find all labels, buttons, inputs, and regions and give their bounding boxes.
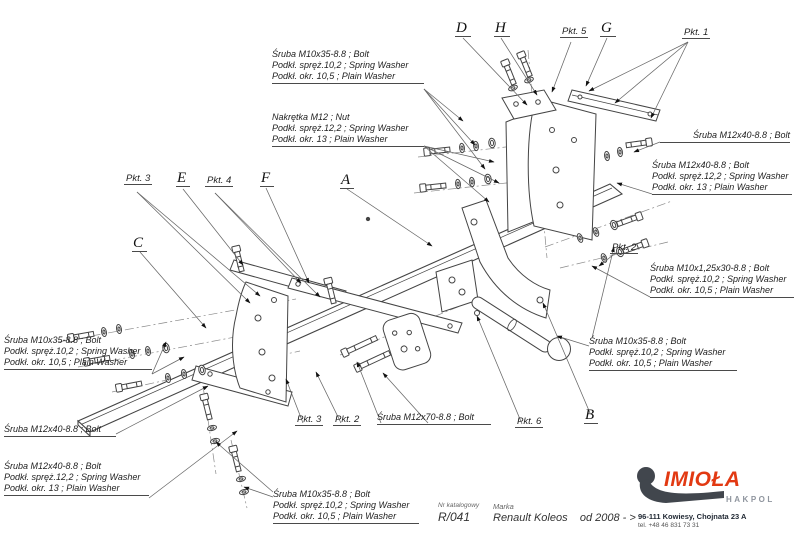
brand-label: Marka	[493, 502, 514, 511]
callout-line: Nakrętka M12 ; Nut	[272, 112, 350, 122]
callout-bolt-m10x35-topleft	[272, 49, 424, 84]
callout-line: Śruba M10x35-8.8 ; Bolt	[589, 336, 687, 346]
callout-bolt-m12x40-right	[652, 160, 792, 195]
callout-line: Śruba M10x1,25x30-8.8 ; Bolt	[650, 263, 770, 273]
callout-line: Podkł. okr. 13 ; Plain Washer	[652, 182, 768, 192]
point-label-pkt1: Pkt. 1	[684, 27, 709, 38]
callout-line: Podkł. spręż.10,2 ; Spring Washer	[650, 274, 787, 284]
callout-bolt-m12x40-single-right	[660, 130, 790, 143]
catalog-number-label: Nr katalogowy	[438, 502, 480, 509]
callout-line: Śruba M10x35-8.8 ; Bolt	[272, 49, 370, 59]
callout-nut-m12	[272, 112, 424, 147]
callout-line: Podkł. spręż.10,2 ; Spring Washer	[4, 346, 141, 356]
point-label-pkt3-top: Pkt. 3	[126, 173, 151, 184]
callout-line: Podkł. okr. 13 ; Plain Washer	[272, 134, 388, 144]
callout-line: Podkł. okr. 10,5 ; Plain Washer	[650, 285, 774, 295]
logo-name: IMIOŁA	[664, 468, 741, 491]
callout-line: Śruba M10x35-8.8 ; Bolt	[273, 489, 371, 499]
callout-line: Śruba M12x70-8.8 ; Bolt	[377, 412, 475, 422]
callout-line: Śruba M12x40-8.8 ; Bolt	[4, 461, 102, 471]
callout-line: Śruba M12x40-8.8 ; Bolt	[652, 160, 750, 170]
left-bracket	[192, 282, 292, 406]
part-label-c: C	[132, 235, 147, 252]
callout-line: Podkł. spręż.12,2 ; Spring Washer	[4, 472, 141, 482]
company-phone: tel. +48 46 831 73 31	[638, 522, 700, 529]
callout-line: Podkł. spręż.10,2 ; Spring Washer	[273, 500, 410, 510]
callout-line: Podkł. okr. 10,5 ; Plain Washer	[272, 71, 396, 81]
callout-line: Podkł. okr. 10,5 ; Plain Washer	[273, 511, 397, 521]
part-label-g: G	[600, 20, 616, 37]
callout-bolt-m12x40-single-left	[4, 424, 116, 437]
callout-line: Podkł. okr. 10,5 ; Plain Washer	[589, 358, 713, 368]
callout-bolt-m12x70	[377, 412, 491, 425]
point-label-pkt2-right: Pkt. 2	[612, 242, 637, 253]
company-logo	[630, 464, 797, 537]
callout-bolt-m10x125x30	[650, 263, 794, 298]
callout-line: Podkł. spręż.12,2 ; Spring Washer	[272, 123, 409, 133]
callout-line: Podkł. okr. 10,5 ; Plain Washer	[4, 357, 128, 367]
point-label-pkt6: Pkt. 6	[517, 416, 542, 427]
company-address: 96-111 Kowiesy, Chojnata 23 A	[638, 512, 747, 521]
callout-bolt-m10x35-right	[589, 336, 737, 371]
logo-subname: HAKPOL	[726, 495, 775, 504]
point-label-pkt2-bottom: Pkt. 2	[335, 414, 360, 425]
point-label-pkt3-bottom: Pkt. 3	[297, 414, 322, 425]
callout-line: Podkł. okr. 13 ; Plain Washer	[4, 483, 120, 493]
point-label-pkt5: Pkt. 5	[562, 26, 587, 37]
part-label-d: D	[455, 20, 471, 37]
callout-bolt-m12x40-bottomleft	[4, 461, 149, 496]
part-label-h: H	[494, 20, 510, 37]
brand-value: Renault Koleos od 2008 - >	[493, 512, 636, 524]
callout-line: Podkł. spręż.12,2 ; Spring Washer	[652, 171, 789, 181]
callout-bolt-m10x35-bottom	[273, 489, 419, 524]
point-label-pkt4: Pkt. 4	[207, 175, 232, 186]
callout-line: Podkł. spręż.10,2 ; Spring Washer	[272, 60, 409, 70]
callout-line: Śruba M12x40-8.8 ; Bolt	[4, 424, 102, 434]
part-label-e: E	[176, 170, 190, 187]
callout-line: Podkł. spręż.10,2 ; Spring Washer	[589, 347, 726, 357]
callout-line: Śruba M10x35-8.8 ; Bolt	[4, 335, 102, 345]
callout-line: Śruba M12x40-8.8 ; Bolt	[692, 130, 790, 140]
part-label-b: B	[584, 407, 598, 424]
catalog-number-value: R/041	[438, 510, 471, 524]
part-label-f: F	[260, 170, 274, 187]
part-label-a: A	[340, 172, 354, 189]
callout-bolt-m10x35-left	[4, 335, 152, 370]
